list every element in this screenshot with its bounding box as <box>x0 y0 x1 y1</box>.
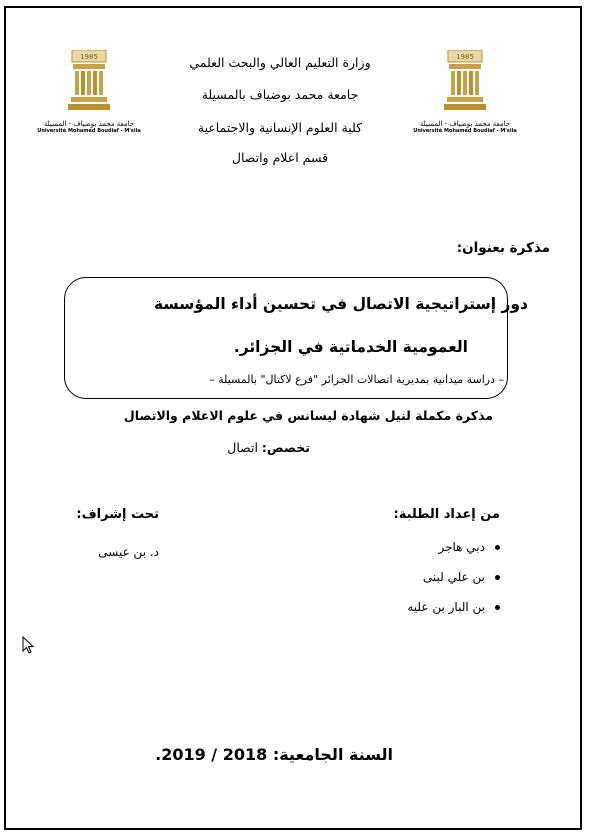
university-logo-right <box>410 50 520 150</box>
students-label: من إعداد الطلبة: <box>393 507 500 522</box>
specialty <box>227 440 310 455</box>
university-name-arabic: جامعة محمد بوضياف - المسيلة <box>43 120 135 128</box>
university-emblem-icon <box>64 50 114 118</box>
student-name: بن علي لبنى <box>422 570 485 584</box>
thesis-title-line-1: دور إستراتيجية الاتصال في تحسين أداء المؤسسة <box>153 295 528 313</box>
mouse-cursor-icon <box>22 636 34 654</box>
university-name-french: Université Mohamed Boudiaf - M'sila <box>37 128 141 134</box>
bullet-icon <box>495 605 500 610</box>
list-item <box>407 570 500 600</box>
degree-statement: مذكرة مكملة لنيل شهادة ليسانس في علوم الاعلام والاتصال <box>123 408 493 423</box>
svg-text:1985: 1985 <box>80 53 98 61</box>
thesis-subtitle: – دراسة ميدانية بمديرية اتصالات الجزائر "فرع لاكتال" بالمسيلة – <box>209 373 504 386</box>
memo-label: مذكرة بعنوان: <box>456 240 550 256</box>
student-name: دبي هاجر <box>438 540 485 554</box>
student-name: بن البار بن عليه <box>407 600 485 614</box>
supervision-label: تحت إشراف: <box>76 507 159 522</box>
supervisor-name: د. بن عيسى <box>98 545 159 559</box>
svg-text:1985: 1985 <box>456 53 474 61</box>
university-name: جامعة محمد بوضياف بالمسيلة <box>201 87 359 102</box>
specialty-value: اتصال <box>227 440 262 455</box>
academic-year: السنة الجامعية: 2018 / 2019. <box>155 745 393 764</box>
list-item <box>407 600 500 630</box>
bullet-icon <box>495 545 500 550</box>
thesis-title-line-2: العمومية الخدماتية في الجزائر. <box>233 338 468 356</box>
university-name-arabic: جامعة محمد بوضياف - المسيلة <box>419 120 511 128</box>
students-list <box>407 540 500 630</box>
specialty-label: تخصص: <box>261 440 310 455</box>
faculty-name: كلية العلوم الإنسانية والاجتماعية <box>197 120 363 135</box>
university-logo-left <box>34 50 144 150</box>
department-name: قسم اعلام واتصال <box>231 150 329 165</box>
bullet-icon <box>495 575 500 580</box>
list-item <box>407 540 500 570</box>
university-name-french: Université Mohamed Boudiaf - M'sila <box>413 128 517 134</box>
ministry-name: وزارة التعليم العالي والبحث العلمي <box>189 55 371 70</box>
university-emblem-icon <box>440 50 490 118</box>
